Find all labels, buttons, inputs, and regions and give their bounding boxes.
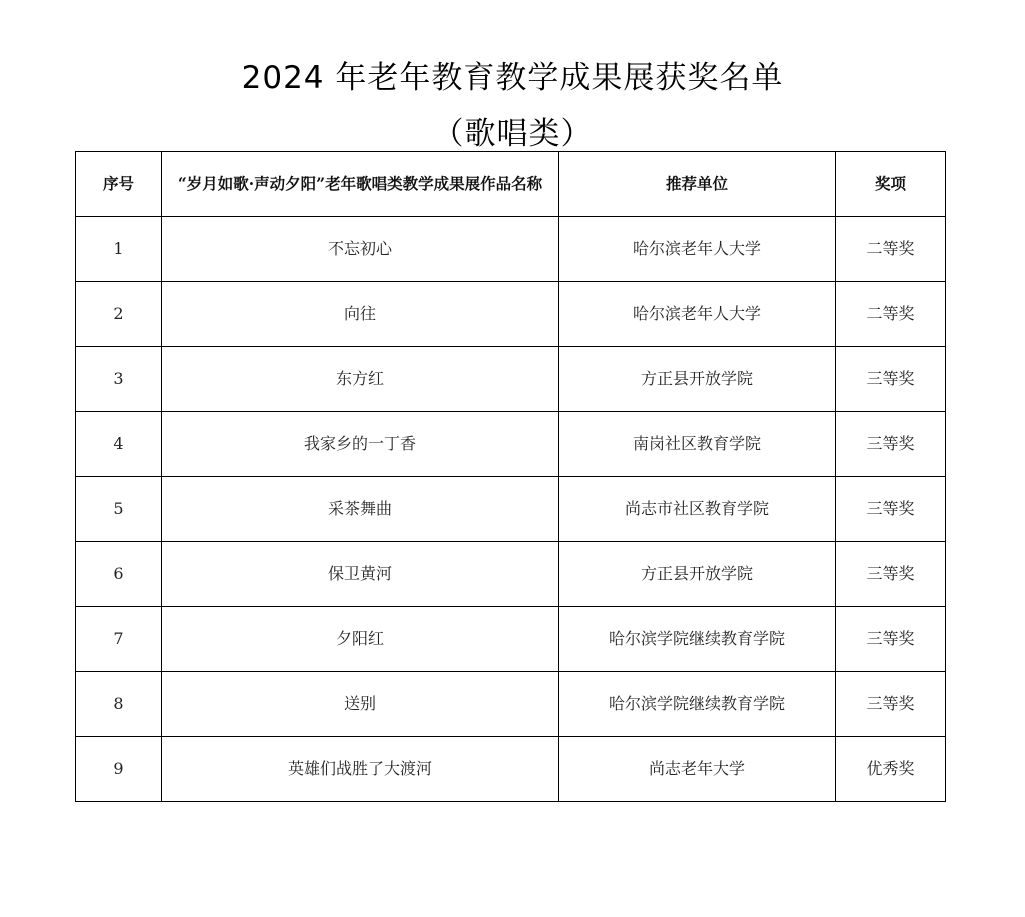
cell-award: 三等奖 (836, 347, 946, 412)
header-work-title: “岁月如歌·声动夕阳”老年歌唱类教学成果展作品名称 (162, 152, 559, 217)
cell-work-title: 东方红 (162, 347, 559, 412)
page-title: 2024 年老年教育教学成果展获奖名单 (241, 60, 784, 96)
cell-award: 优秀奖 (836, 737, 946, 802)
table-row (76, 737, 946, 802)
cell-recommending-unit: 哈尔滨学院继续教育学院 (559, 607, 836, 672)
cell-recommending-unit: 方正县开放学院 (559, 542, 836, 607)
cell-award: 二等奖 (836, 282, 946, 347)
cell-number: 7 (76, 607, 162, 672)
cell-award: 三等奖 (836, 672, 946, 737)
cell-work-title: 不忘初心 (162, 217, 559, 282)
cell-number: 3 (76, 347, 162, 412)
cell-award: 二等奖 (836, 217, 946, 282)
cell-number: 1 (76, 217, 162, 282)
header-award: 奖项 (836, 152, 946, 217)
cell-number: 8 (76, 672, 162, 737)
cell-recommending-unit: 哈尔滨学院继续教育学院 (559, 672, 836, 737)
cell-work-title: 英雄们战胜了大渡河 (162, 737, 559, 802)
cell-work-title: 采茶舞曲 (162, 477, 559, 542)
table-row (76, 672, 946, 737)
table-row (76, 607, 946, 672)
table-row (76, 542, 946, 607)
cell-number: 9 (76, 737, 162, 802)
cell-number: 6 (76, 542, 162, 607)
table-row (76, 477, 946, 542)
cell-recommending-unit: 方正县开放学院 (559, 347, 836, 412)
cell-work-title: 我家乡的一丁香 (162, 412, 559, 477)
cell-recommending-unit: 哈尔滨老年人大学 (559, 217, 836, 282)
table-row (76, 282, 946, 347)
table-row (76, 347, 946, 412)
table-row (76, 217, 946, 282)
cell-award: 三等奖 (836, 412, 946, 477)
cell-work-title: 夕阳红 (162, 607, 559, 672)
awards-table (75, 151, 946, 802)
cell-award: 三等奖 (836, 607, 946, 672)
table-header-row (76, 152, 946, 217)
cell-recommending-unit: 南岗社区教育学院 (559, 412, 836, 477)
cell-work-title: 送别 (162, 672, 559, 737)
cell-award: 三等奖 (836, 477, 946, 542)
cell-number: 5 (76, 477, 162, 542)
table-row (76, 412, 946, 477)
page-subtitle: （歌唱类） (432, 116, 593, 152)
header-number: 序号 (76, 152, 162, 217)
cell-number: 2 (76, 282, 162, 347)
cell-work-title: 向往 (162, 282, 559, 347)
cell-recommending-unit: 尚志老年大学 (559, 737, 836, 802)
cell-number: 4 (76, 412, 162, 477)
cell-award: 三等奖 (836, 542, 946, 607)
cell-recommending-unit: 尚志市社区教育学院 (559, 477, 836, 542)
cell-work-title: 保卫黄河 (162, 542, 559, 607)
cell-recommending-unit: 哈尔滨老年人大学 (559, 282, 836, 347)
header-recommending-unit: 推荐单位 (559, 152, 836, 217)
